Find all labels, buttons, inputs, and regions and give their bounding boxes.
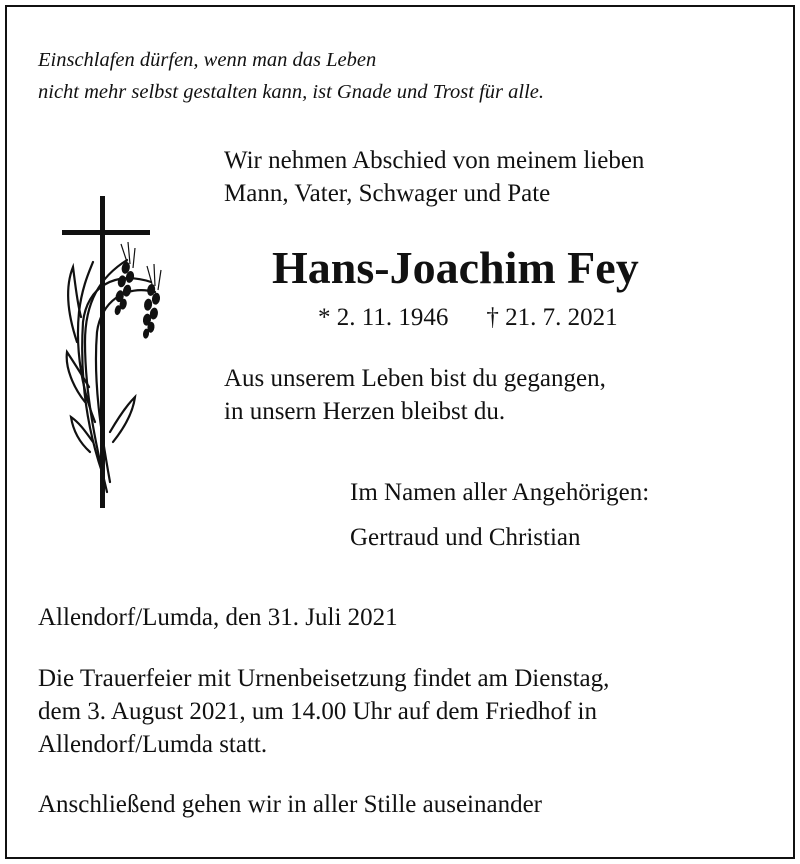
verse bbox=[224, 362, 606, 428]
intro-line: Wir nehmen Abschied von meinem lieben bbox=[224, 147, 645, 174]
cross-horizontal-beam bbox=[62, 230, 150, 235]
verse-line: in unsern Herzen bleibst du. bbox=[224, 398, 506, 425]
wheat-ear bbox=[139, 283, 162, 340]
birth-date: * 2. 11. 1946 bbox=[318, 304, 449, 331]
wheat-leaf bbox=[110, 397, 135, 442]
signature-names: Gertraud und Christian bbox=[350, 524, 581, 551]
service-info bbox=[38, 662, 609, 761]
service-line: Die Trauerfeier mit Urnenbeisetzung findet am Dienstag, bbox=[38, 665, 610, 692]
deceased-name: Hans-Joachim Fey bbox=[272, 242, 639, 293]
death-date: † 21. 7. 2021 bbox=[486, 304, 618, 331]
service-line: dem 3. August 2021, um 14.00 Uhr auf dem Friedhof in bbox=[38, 698, 597, 725]
motto-line: Einschlafen dürfen, wenn man das Leben bbox=[38, 49, 377, 71]
intro-line: Mann, Vater, Schwager und Pate bbox=[224, 180, 551, 207]
signature-intro: Im Namen aller Angehörigen: bbox=[350, 479, 650, 506]
wheat-stem bbox=[78, 262, 95, 422]
intro-text bbox=[224, 144, 644, 210]
motto-line: nicht mehr selbst gestalten kann, ist Gnade und Trost für alle. bbox=[38, 81, 545, 103]
life-dates bbox=[318, 302, 618, 334]
verse-line: Aus unserem Leben bist du gegangen, bbox=[224, 365, 606, 392]
service-line: Allendorf/Lumda statt. bbox=[38, 731, 268, 758]
motto bbox=[38, 44, 544, 108]
signature-block bbox=[350, 470, 649, 560]
closing-note: Anschließend gehen wir in aller Stille auseinander bbox=[38, 791, 543, 818]
cross-with-wheat-icon bbox=[55, 192, 180, 512]
place-and-date: Allendorf/Lumda, den 31. Juli 2021 bbox=[38, 604, 398, 631]
